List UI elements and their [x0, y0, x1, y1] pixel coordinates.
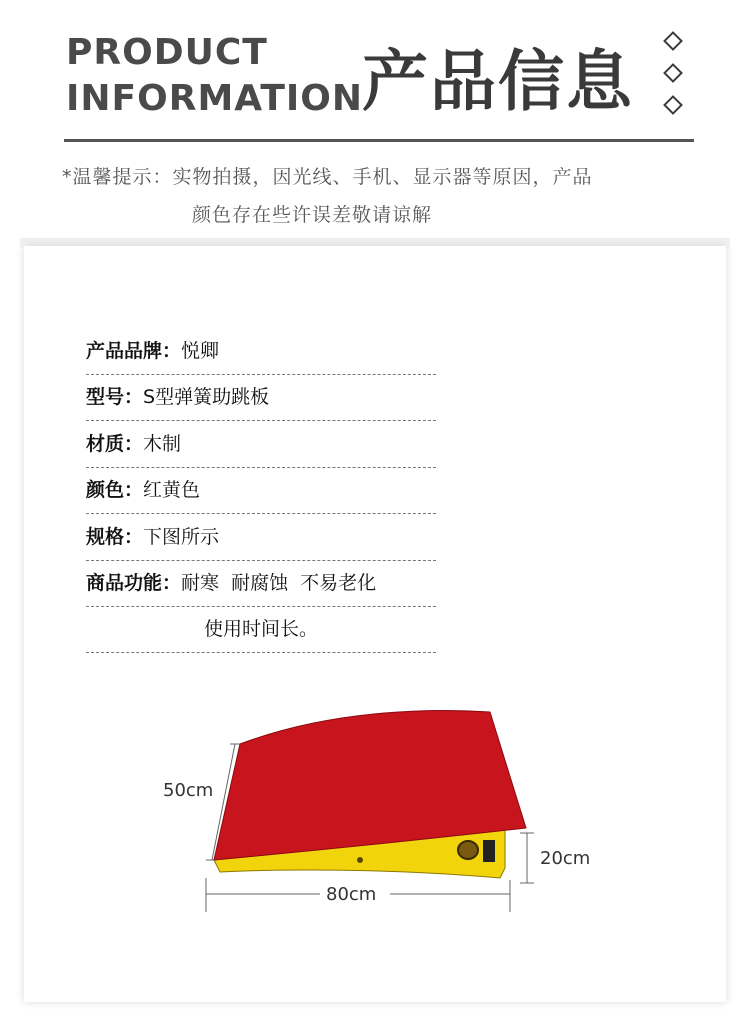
- english-title-line2: INFORMATION: [66, 78, 364, 119]
- info-key: 规格：: [86, 525, 144, 548]
- info-row-model: [86, 376, 436, 421]
- info-key: 产品品牌：: [86, 340, 182, 362]
- info-row-function: [86, 562, 436, 607]
- info-key: 颜色：: [86, 479, 144, 502]
- info-row-function-continued: 使用时间长。: [86, 608, 436, 653]
- spring-bracket: [483, 840, 495, 862]
- english-title: [66, 30, 363, 122]
- dimension-height-label: 50cm: [163, 780, 214, 801]
- info-key: 型号：: [86, 386, 144, 409]
- english-title-line1: PRODUCT: [66, 32, 268, 73]
- chinese-title: 产品信息: [362, 43, 634, 120]
- info-value: 木制: [143, 432, 182, 455]
- info-row-brand: [86, 330, 436, 375]
- tip-line1: *温馨提示：实物拍摄，因光线、手机、显示器等原因，产品: [62, 166, 593, 188]
- dimension-length-label: 80cm: [326, 884, 377, 905]
- product-info-list: [86, 330, 436, 655]
- diamond-icon: [663, 95, 683, 115]
- info-row-material: [86, 423, 436, 468]
- dimension-rise-label: 20cm: [540, 848, 591, 869]
- tip-line2: 颜色存在些许误差敬请谅解: [192, 204, 433, 226]
- diamond-decoration: [662, 30, 688, 122]
- info-row-spec: [86, 516, 436, 561]
- info-value: 红黄色: [143, 479, 201, 502]
- info-row-color: [86, 469, 436, 514]
- info-value: 耐寒 耐腐蚀 不易老化: [181, 571, 377, 594]
- info-value: S型弹簧助跳板: [143, 386, 270, 409]
- springboard-product-image: [150, 700, 610, 930]
- diamond-icon: [663, 63, 683, 83]
- info-value: 悦卿: [181, 340, 220, 362]
- screw-icon: [357, 857, 363, 863]
- info-key: 材质：: [86, 432, 144, 455]
- diamond-icon: [663, 31, 683, 51]
- info-key: 商品功能：: [86, 571, 182, 594]
- warm-tip: [62, 158, 702, 234]
- info-value: 下图所示: [143, 525, 220, 548]
- header-divider: [64, 139, 694, 142]
- spring-icon: [458, 841, 478, 859]
- header: [0, 0, 750, 240]
